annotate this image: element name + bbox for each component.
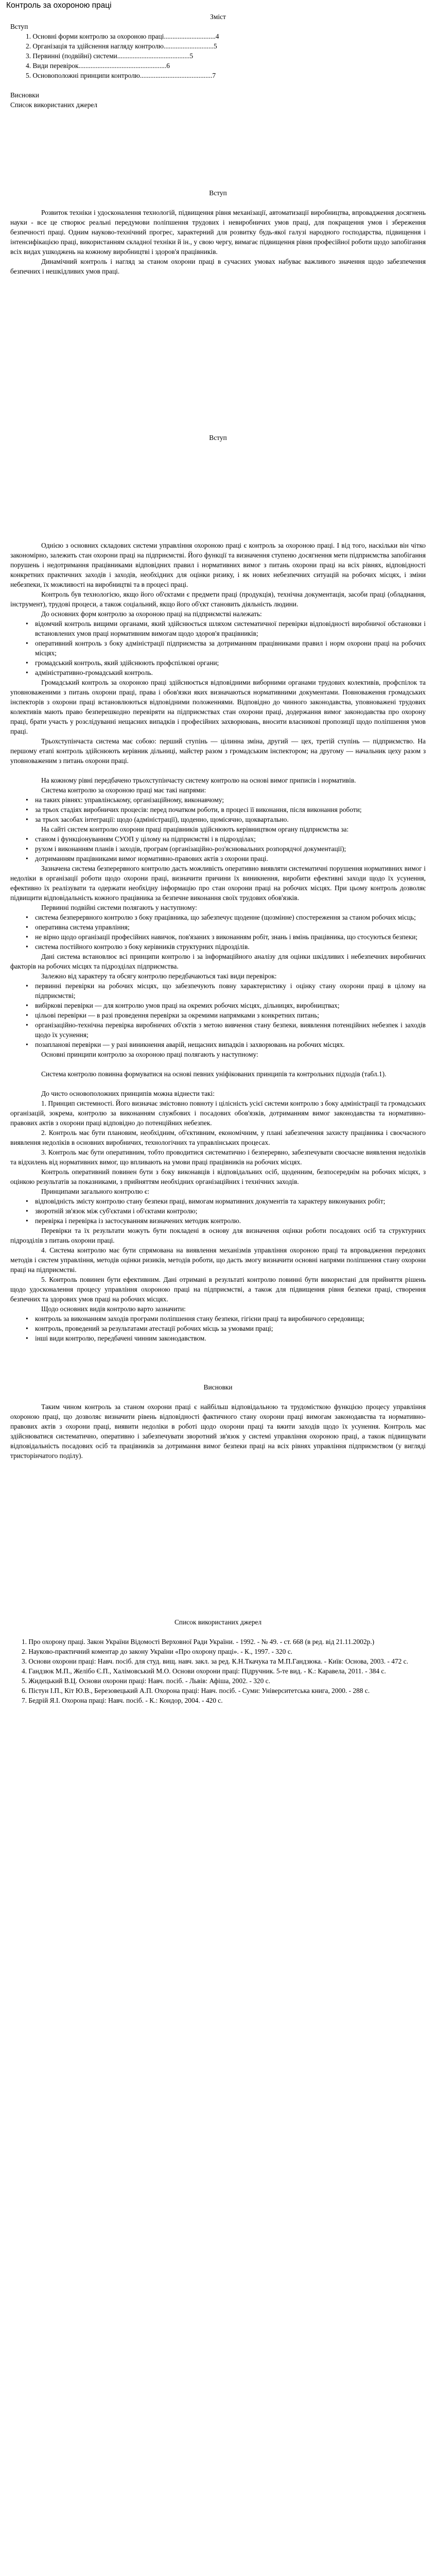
section3-paragraph: 1. Принцип системності. Його визначає змістовно повноту і цілісність усієї системи контролю з боку адміністрації та громадських організацій, зокрема, контролю за виконанням службових і посадових обов'язків, дотриманням вимог законодавства та нормативно-правових актів з охорони праці відповідно до потенційних небезпек. [10, 1099, 426, 1127]
list-item: • дотриманням працівниками вимог нормативно-правових актів з охорони праці. [26, 854, 426, 863]
document-title: Контроль за охороною праці [6, 1, 112, 10]
section2-paragraph: Дані система встановлює всі принципи контролю і за інформаційного аналізу для оцінки шкідливих і небезпечних виробничих факторів на робочих місцях та підрозділах підприємства. [10, 953, 426, 970]
section3-list-2 [26, 1314, 426, 1343]
section2-paragraph: Основні принципи контролю за охороною праці полягають у наступному: [41, 1050, 258, 1058]
toc-item-1[interactable]: 1. Основні форми контролю за охороною праці..............................4 [26, 32, 219, 40]
section3-paragraph: Перевірки та їх результати можуть бути покладені в основу для визначення оцінки роботи посадових осіб та структурних підрозділів з питань охорони праці. [10, 1227, 426, 1244]
section3-paragraph: 3. Контроль має бути оперативним, тобто проводитися систематично і безперервно, забезпечувати своєчасне виявлення недоліків та відхилень від нормативних вимог, що впливають на умови праці працівників на робочих місцях. [10, 1148, 426, 1166]
list-item: • адміністративно-громадський контроль. [26, 668, 426, 677]
section3-paragraph: Контроль оперативний повинен бути з боку виконавців і відповідальних осіб, щоденним, безпосереднім на робочих місцях, з оцінкою результатів за показниками, з прийняттям необхідних організаційних і технічних заходів. [10, 1168, 426, 1185]
reference-item: 6. Пістун І.П., Кіт Ю.В., Березовецький А.П. Охорона праці: Навч. посіб. - Суми: Університетська книга, 2000. - 288 с. [22, 1687, 370, 1694]
reference-item: 2. Науково-практичний коментар до закону України «Про охорону праці». - К., 1997. - 320 с. [22, 1648, 292, 1655]
list-item: • відповідність змісту контролю стану безпеки праці, вимогам нормативних документів та характеру виконуваних робіт; [26, 1196, 426, 1206]
section3-paragraph: Щодо основних видів контролю варто зазначити: [41, 1305, 186, 1313]
section3-paragraph: Принципами загального контролю є: [41, 1188, 150, 1195]
references-heading: Список використаних джерел [174, 1618, 262, 1626]
reference-item: 5. Жидецький В.Ц. Основи охорони праці: Навч. посіб. - Львів: Афіша, 2002. - 320 с. [22, 1677, 270, 1685]
reference-item: 4. Гандзюк М.П., Желібо Є.П., Халімовський М.О. Основи охорони праці: Підручник. 5-те вид. - К.: Каравела, 2011. - 384 с. [22, 1667, 386, 1675]
section1-paragraph: Однією з основних складових системи управління охороною праці є контроль за охороною праці. І від того, наскільки він чітко закономірно, залежить стан охорони праці на підприємстві. Його функції та визначення ступеню досягнення мети підприємства запобігання порушень і недотримання працівниками відповідних правил і нормативних вимог з питань охорони праці на всіх рівнях, відповідності конкретних практичних заходів і заходів, необхідних для оцінки ризику, і як нових небезпечних ситуацій на робочих місцях, і зміни небезпеки, їх можливості на виробництві та в процесі праці. [10, 541, 426, 588]
list-item: • позапланові перевірки — у разі виникнення аварій, нещасних випадків і захворювань на робочих місцях. [26, 1040, 426, 1049]
list-item: • організаційно-технічна перевірка виробничих об'єктів з метою вивчення стану безпеки, виявлення потенційних небезпек і заходів щодо їх усунення; [26, 1020, 426, 1040]
intro-paragraph: Розвиток техніки і удосконалення технологій, підвищення рівня механізації, автоматизації виробництва, впровадження досягнень науки - все це створює реальні передумови поліпшення трудових і невиробничих умов праці, для покращення умов і збереження безпечності праці. Одним науково-технічний прогрес, характерний для розвитку будь-якої галузі народного господарства, підвищення і інтенсифікацією праці, використанням складної техніки й ін., у свою чергу, вимагає підвищення рівня професійної роботи щодо запобігання всіх видах ушкоджень на кожному виробництві і здоров'я працівників. [10, 209, 426, 256]
section1-heading: Вступ [209, 434, 227, 442]
section3-paragraph: Система контролю повинна формуватися на основі певних уніфікованих принципів та контрольних підходів (табл.1). [41, 1070, 387, 1078]
list-item: • контроль за виконанням заходів програми поліпшення стану безпеки, гігієни праці та виробничого середовища; [26, 1314, 426, 1324]
section3-paragraph: До чисто основоположних принципів можна віднести такі: [41, 1090, 215, 1097]
section1-paragraph: Громадський контроль за охороною праці здійснюється відповідними виборними органами трудових колективів, профспілок та уповноваженими з питань охорони праці, права і обов'язки яких визначаються нормативними документами. Повноваження громадських інспекторів з охорони праці встановлюються відповідними положеннями. Відповідно до чинного законодавства, уповноважені трудових колективів мають право безперешкодно перевіряти на підприємствах стан охорони праці, додержання вимог законодавства про охорону праці, брати участь у розслідуванні нещасних випадків і професійних захворювань, вносити власникові пропозиції щодо поліпшення умов праці. [10, 679, 426, 735]
section2-paragraph: Залежно від характеру та обсягу контролю передбачаються такі види перевірок: [41, 972, 277, 980]
toc-item-5[interactable]: 5. Основоположні принципи контролю..........................................7 [26, 72, 216, 79]
conclusions-heading: Висновки [203, 1383, 233, 1391]
section2-paragraph: Зазначена система безперервного контролю дасть можливість оперативно виявляти систематичні порушення нормативних вимог і недоліки в організації роботи щодо охорони праці, визначити причини їх виникнення, виробити ефективні заходи щодо їх усунення, ефективно їх реалізувати та одержати необхідну інформацію про стан охорони праці на робочих місцях. При цьому контроль дозволяє підвищити відповідальність кожного працівника за безпечне виконання своїх трудових обов'язків. [10, 865, 426, 902]
list-item: • за трьох засобах інтеграції: щодо (адміністрації), щоденно, щомісячно, щоквартально. [26, 815, 426, 824]
list-item: • перевірка і перевірка із застосуванням визначених методик контролю. [26, 1216, 426, 1226]
list-item: • на таких рівнях: управлінському, організаційному, виконавчому; [26, 795, 426, 805]
conclusions-paragraph: Таким чином контроль за станом охорони праці є найбільш відповідальною та трудомісткою функцією процесу управління охороною праці, що дозволяє визначити рівень відповідності фактичного стану охорони праці вимогам законодавства та нормативно-правових актів з охорони праці, виявити недоліки в роботі щодо охорони праці та вжити заходів щодо їх усунення. Контроль має здійснюватися систематично, оперативно і забезпечувати зворотний зв'язок у системі управління охороною праці, а також підвищувати відповідальність посадових осіб та працівників за дотримання вимог безпеки праці на всіх рівнях управління підприємством (у вигляді тристорінчатого поділу). [10, 1403, 426, 1460]
list-item: • первинні перевірки на робочих місцях, що забезпечують повну характеристику і оцінку стану охорони праці в цілому на підприємстві; [26, 981, 426, 1001]
toc-item-2[interactable]: 2. Організація та здійснення нагляду контролю.............................5 [26, 42, 217, 50]
list-item: • контроль, проведений за результатами атестації робочих місць за умовами праці; [26, 1324, 426, 1333]
list-item: • відомчий контроль вищими органами, який здійснюється шляхом систематичної перевірки відповідності виробничої обстановки і встановлених умов праці нормативним вимогам щодо здоров'я працівників; [26, 619, 426, 638]
list-item: • оперативний контроль з боку адміністрації підприємства за дотриманням працівниками правил і норм охорони праці на робочих місцях; [26, 638, 426, 658]
toc-item-4[interactable]: 4. Види перевірок...................................................6 [26, 62, 170, 70]
list-item: • система безперервного контролю з боку працівника, що забезпечує щоденне (щозмінне) спостереження за станом робочих місць; [26, 912, 426, 922]
reference-item: 7. Бедрій Я.І. Охорона праці: Навч. посіб. - К.: Кондор, 2004. - 420 с. [22, 1697, 223, 1704]
list-item: • зворотній зв'язок між суб'єктами і об'єктами контролю; [26, 1206, 426, 1216]
section1-paragraph: Контроль був технологією, якщо його об'єктами є предмети праці (продукція), технічна документація, засоби праці (обладнання, інструмент), трудові процеси, а також соціальний, якщо його об'єкт становить діяльність людини. [10, 590, 426, 608]
list-item: • станом і функціонуванням СУОП у цілому на підприємстві і в підрозділах; [26, 834, 426, 844]
section1-paragraph: До основних форм контролю за охороною праці на підприємстві належать: [41, 610, 262, 618]
list-item: • система постійного контролю з боку керівників структурних підрозділів. [26, 942, 426, 952]
section3-paragraph: 4. Система контролю має бути спрямована на виявлення механізмів управління охороною праці та впровадження передових методів і систем управління, методів оцінки ризиків, методів роботи, що дасть змогу визначити основні напрями поліпшення стану охорони праці на підприємстві. [10, 1246, 426, 1274]
section1-list [26, 619, 426, 677]
section1-paragraph: Трьохступінчаста система має собою: перший ступінь — цілинна зміна, другий — цех, третій ступінь — підприємство. На першому етапі контроль здійснюють керівник дільниці, майстер разом з громадським інспектором; на другому — начальник цеху разом з уповноваженим з питань охорони праці. [10, 737, 426, 765]
section3-paragraph: 2. Контроль має бути плановим, необхідним, об'єктивним, економічним, у плані забезпечення захисту працівника і своєчасного виявлення недоліків в основних виробничих, технологічних та управлінських процесах. [10, 1129, 426, 1146]
section2-list-2 [26, 834, 426, 863]
toc-heading: Зміст [210, 13, 226, 21]
toc-item-intro[interactable]: Вступ [10, 23, 28, 30]
list-item: • громадський контроль, який здійснюють профспілкові органи; [26, 658, 426, 668]
list-item: • інші види контролю, передбачені чинним законодавством. [26, 1333, 426, 1343]
intro-heading: Вступ [209, 189, 227, 197]
reference-item: 3. Основи охорони праці: Навч. посіб. для студ. вищ. навч. закл. за ред. К.Н.Ткачука та М.П.Гандзюка. - Київ: Основа, 2003. - 472 с. [22, 1657, 408, 1665]
toc-item-references[interactable]: Список використаних джерел [10, 101, 98, 109]
list-item: • рухом і виконанням планів і заходів, програм (організаційно-роз'яснювальних розпорядчої документації); [26, 844, 426, 854]
section2-paragraph: На кожному рівні передбачено трьохступінчасту систему контролю на основі вимог приписів і нормативів. [41, 776, 356, 784]
list-item: • за трьох стадіях виробничих процесів: перед початком роботи, в процесі її виконання, після виконання роботи; [26, 805, 426, 815]
section2-paragraph: Система контролю за охороною праці має такі напрями: [41, 786, 206, 794]
toc-item-conclusions[interactable]: Висновки [10, 91, 39, 99]
section2-list-4 [26, 981, 426, 1049]
section2-list-3 [26, 912, 426, 952]
section2-paragraph: На сайті систем контролю охорони праці працівників здійснюють керівництвом органу підприємства за: [41, 825, 349, 833]
reference-item: 1. Про охорону праці. Закон України Відомості Верховної Ради України. - 1992. - № 49. - ст. 668 (в ред. від 21.11.2002р.) [22, 1638, 375, 1646]
section2-paragraph: Первинні подвійні системи полягають у наступному: [41, 904, 197, 911]
intro-paragraph: Динамічний контроль і нагляд за станом охорони праці в сучасних умовах набуває важливого значення щодо забезпечення безпечних і нешкідливих умов праці. [10, 258, 426, 275]
section2-list [26, 795, 426, 824]
list-item: • цільові перевірки — в разі проведення перевірки за окремими напрямками з конкретних питань; [26, 1010, 426, 1020]
toc-item-3[interactable]: 3. Первинні (подвійні) системи..........................................5 [26, 52, 194, 60]
references-list [10, 1637, 426, 1705]
list-item: • вибіркові перевірки — для контролю умов праці на окремих робочих місцях, дільницях, виробництвах; [26, 1001, 426, 1010]
list-item: • не вірно щодо організації професійних навичок, пов'язаних з виконанням робіт, знань і вмінь працівника, що стосуються безпеки; [26, 932, 426, 942]
section3-paragraph: 5. Контроль повинен бути ефективним. Дані отримані в результаті контролю повинні бути використані для прийняття рішень щодо удосконалення процесу управління охороною праці на підприємстві, а також для підвищення рівня безпеки праці, створення безпечних та здорових умов праці на робочих місцях. [10, 1276, 426, 1303]
section3-list [26, 1196, 426, 1226]
list-item: • оперативна система управління; [26, 922, 426, 932]
